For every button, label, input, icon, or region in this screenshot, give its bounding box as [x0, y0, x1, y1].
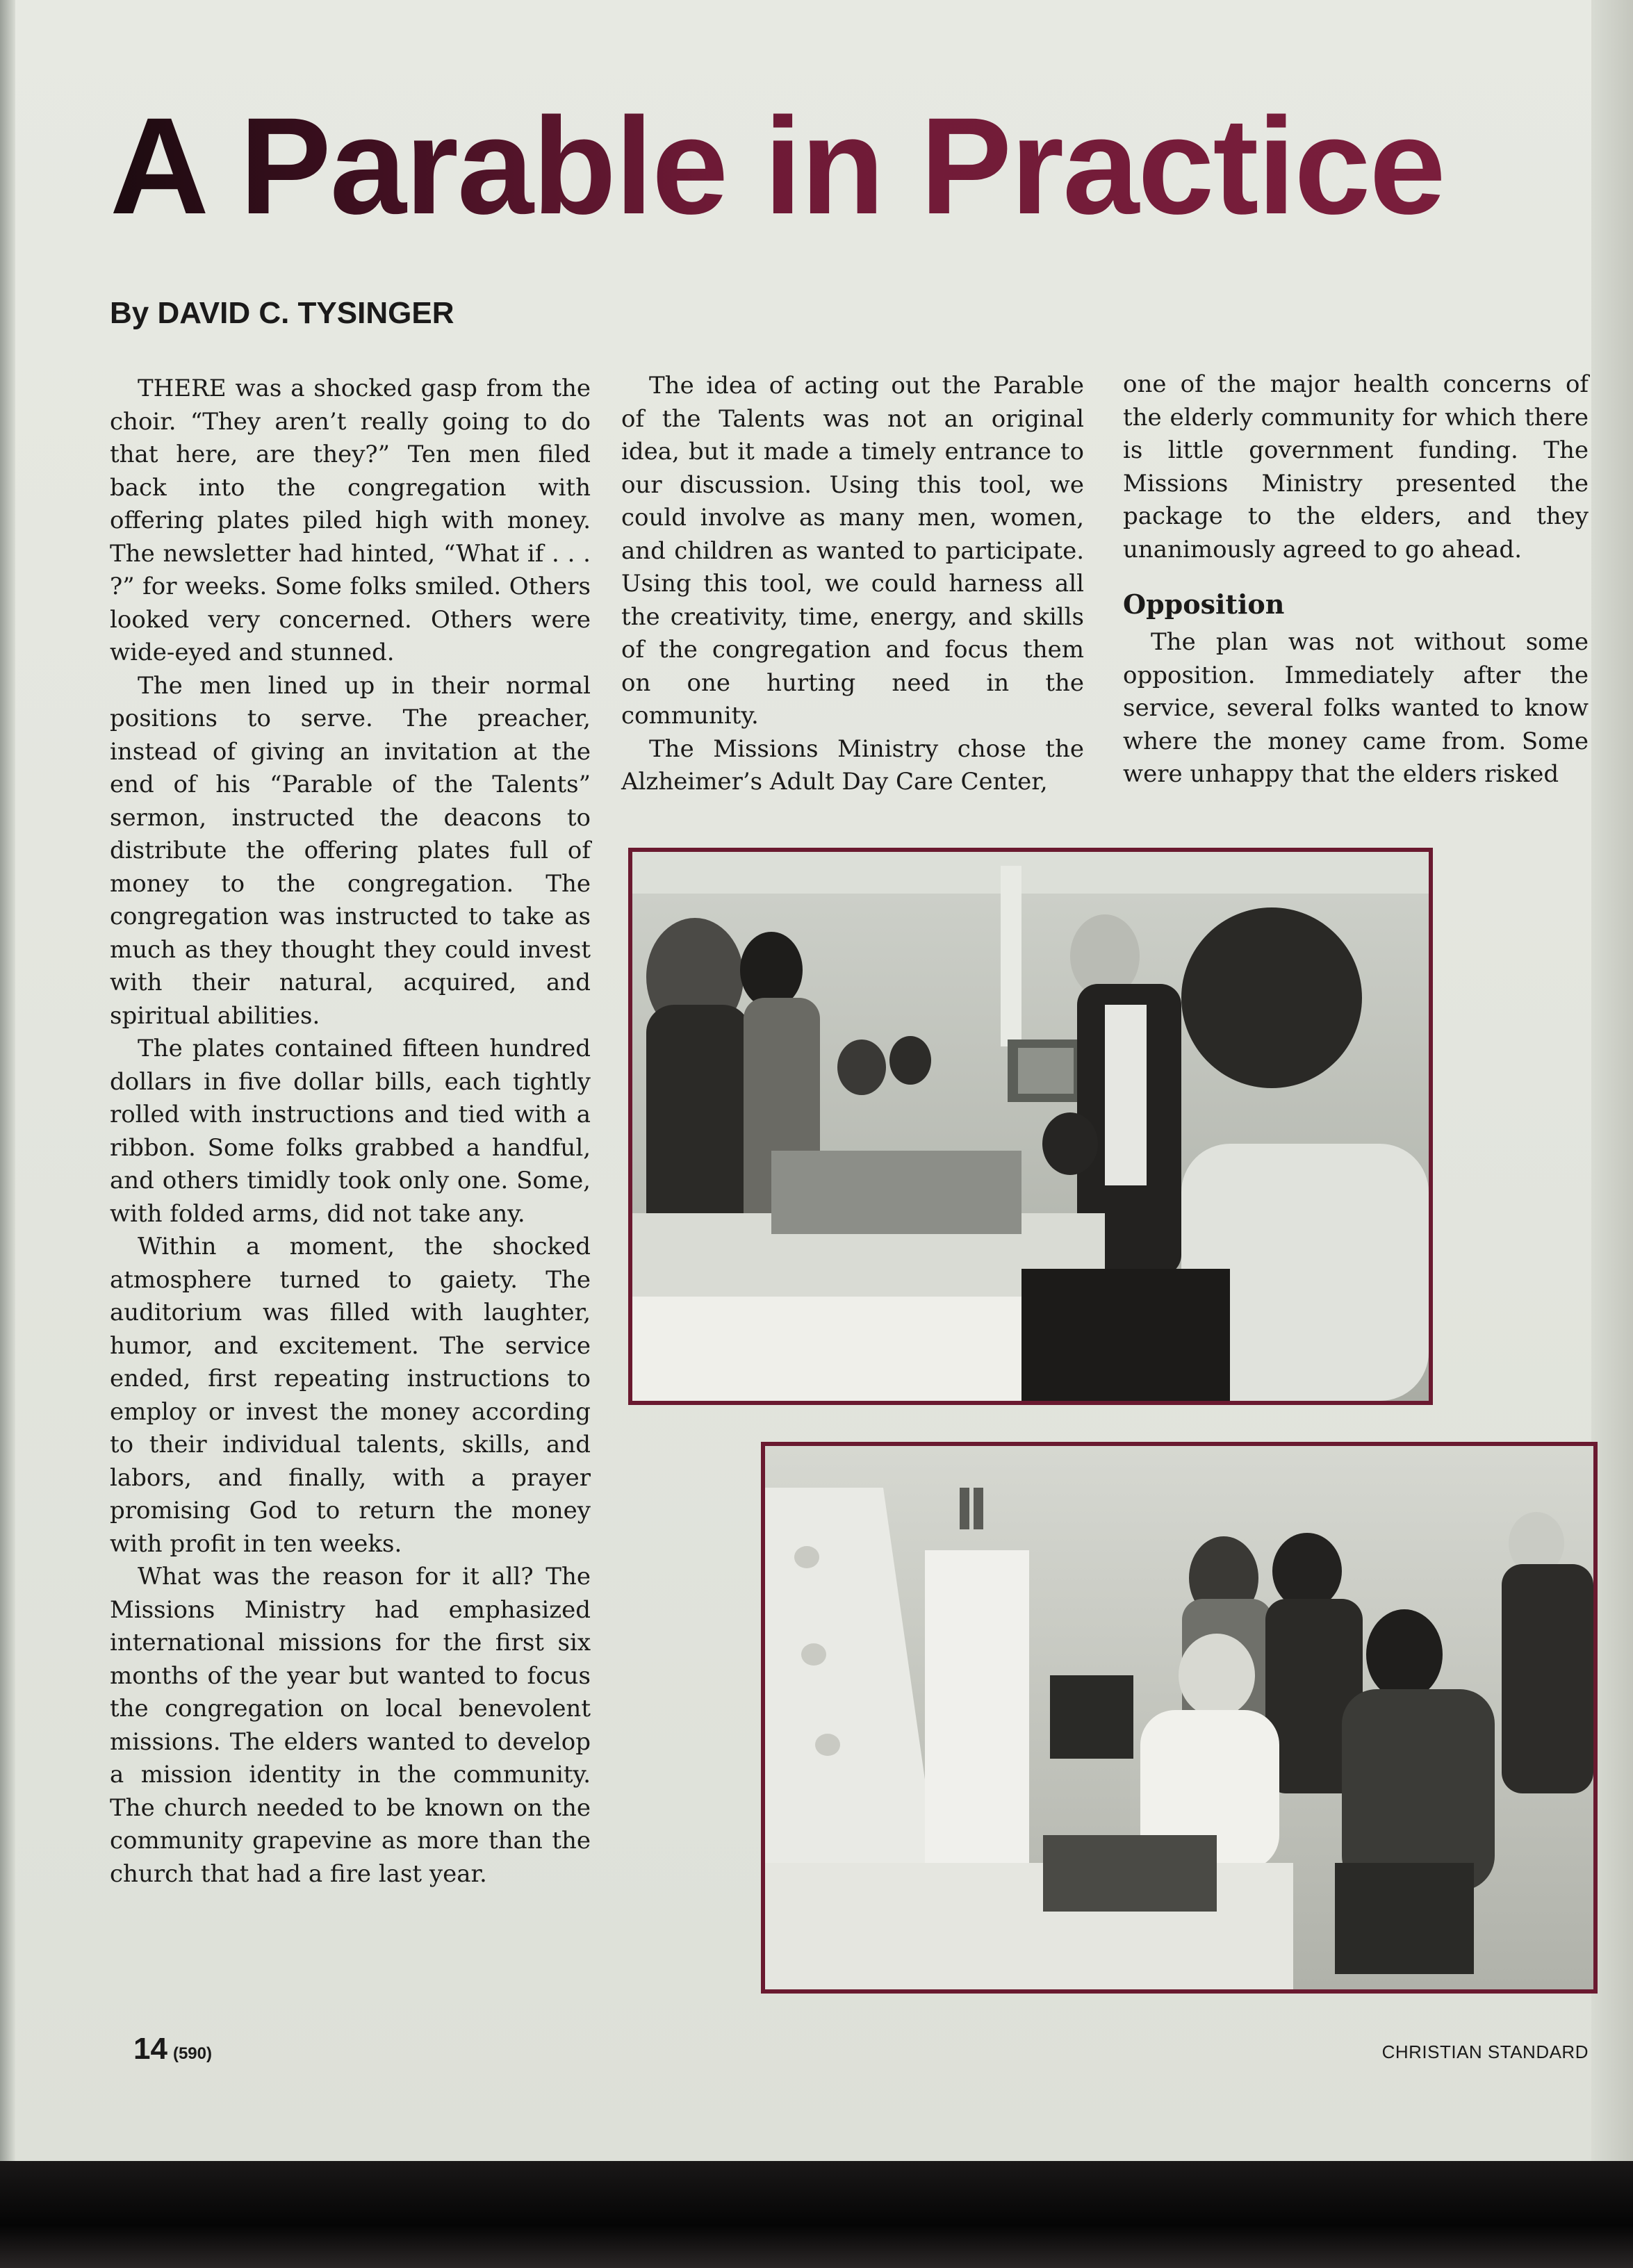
paragraph: The Missions Ministry chose the Alzheimer’s Adult Day Care Center,: [621, 734, 1084, 796]
page-right-edge: [1591, 0, 1633, 2161]
publication-name: CHRISTIAN STANDARD: [1381, 2041, 1589, 2062]
photo-people-at-table-icon: [632, 852, 1429, 1401]
article-column-1: [110, 372, 591, 1891]
paragraph: The men lined up in their normal positions to serve. The preacher, instead of giving an invitation at the end of his “Parable of the Talents” sermon, instructed the deacons to distribute the offering plates full of money to the congregation. The congregation was instructed to take as much as they thought they could invest with their natural, acquired, and spiritual abilities.: [110, 671, 591, 1030]
photo-people-at-table: [628, 848, 1433, 1405]
paragraph: The plan was not without some opposition. Immediately after the service, several folks wanted to know where the money came from. Some were unhappy that the elders risked: [1123, 628, 1589, 788]
page-code: (590): [172, 2044, 212, 2063]
photo-people-seated: [761, 1442, 1598, 1994]
paragraph: THERE was a shocked gasp from the choir. “They aren’t really going to do that here, are they?” Ten men filed back into the congregation with offering plates piled high with money. The newsletter had hinted, “What if . . . ?” for weeks. Some folks smiled. Others looked very concerned. Others were wide-eyed and stunned.: [110, 375, 591, 666]
page-number-value: 14: [133, 2032, 167, 2066]
scan-background: [0, 2161, 1633, 2268]
article-byline: By DAVID C. TYSINGER: [110, 296, 454, 330]
article-column-3: [1123, 368, 1589, 791]
article-column-2: [621, 370, 1084, 799]
page-number: [133, 2032, 212, 2066]
paragraph: The idea of acting out the Parable of the Talents was not an original idea, but it made a timely entrance to our discussion. Using this tool, we could involve as many men, women, and children as wanted to participate. Using this tool, we could harness all the creativity, time, energy, and skills of the congregation and focus them on one hurting need in the community.: [621, 372, 1084, 730]
section-subhead: Opposition: [1123, 589, 1285, 620]
photo-people-seated-icon: [765, 1446, 1593, 1989]
paragraph: Within a moment, the shocked atmosphere turned to gaiety. The auditorium was filled with laughter, humor, and excitement. The service ended, first repeating instructions to employ or invest the money according to their individual talents, skills, and labors, and finally, with a prayer promising God to return the money with profit in ten weeks.: [110, 1233, 591, 1558]
paragraph: What was the reason for it all? The Missions Ministry had emphasized international missions for the first six months of the year but wanted to focus the congregation on local benevolent missions. The elders wanted to develop a mission identity in the community. The church needed to be known on the community grapevine as more than the church that had a fire last year.: [110, 1563, 591, 1888]
article-title: A Parable in Practice: [110, 89, 1445, 243]
paragraph: The plates contained fifteen hundred dollars in five dollar bills, each tightly rolled with instructions and tied with a ribbon. Some folks grabbed a handful, and others timidly took only one. Some, with folded arms, did not take any.: [110, 1035, 591, 1228]
page-left-edge: [0, 0, 15, 2161]
paragraph: one of the major health concerns of the elderly community for which there is little government funding. The Missions Ministry presented the package to the elders, and they unanimously agreed to go ahead.: [1123, 370, 1589, 564]
